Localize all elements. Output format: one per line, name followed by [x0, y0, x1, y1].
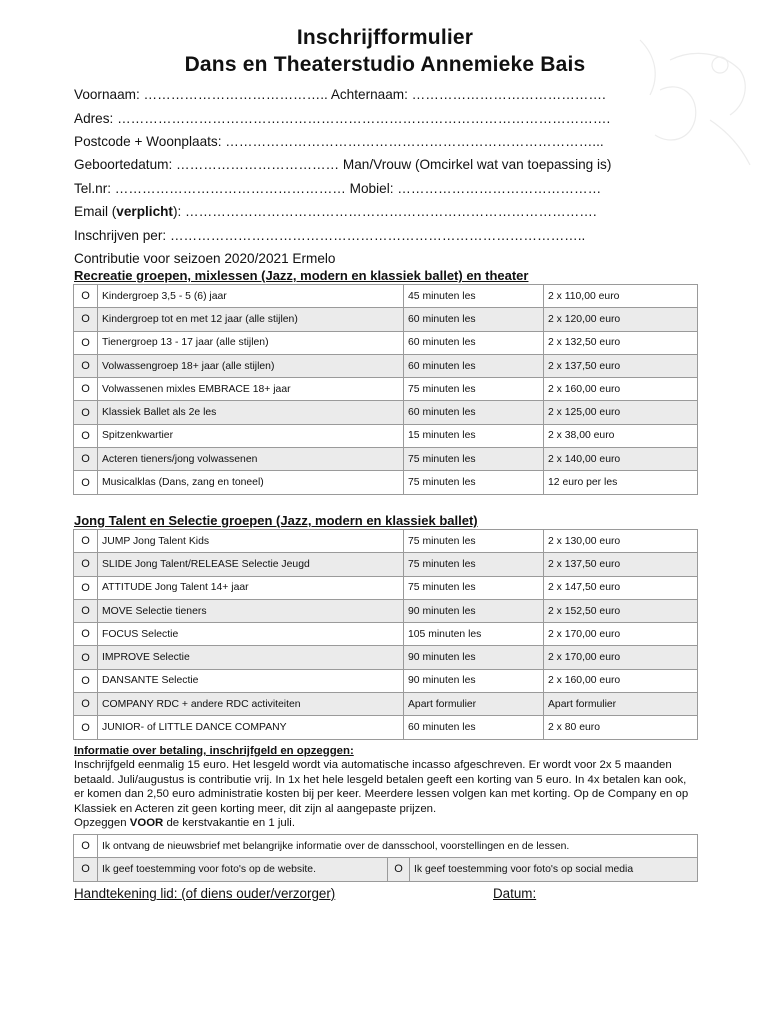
table-row[interactable] — [74, 354, 698, 377]
table-row[interactable] — [74, 331, 698, 354]
option-checkbox[interactable]: O — [74, 354, 98, 377]
option-checkbox[interactable]: O — [74, 471, 98, 494]
payment-info — [74, 744, 698, 830]
selectie-table — [73, 529, 698, 740]
email-dots: ): ………………………………………………………………………………. — [172, 204, 597, 219]
class-price: 2 x 152,50 euro — [544, 599, 698, 622]
studio-name: Dans en Theaterstudio Annemieke Bais — [184, 53, 586, 76]
option-checkbox[interactable]: O — [74, 448, 98, 471]
class-duration: 75 minuten les — [404, 378, 544, 401]
table-row[interactable] — [74, 623, 698, 646]
class-name: FOCUS Selectie — [98, 623, 404, 646]
class-price: 2 x 132,50 euro — [544, 331, 698, 354]
option-checkbox[interactable]: O — [74, 576, 98, 599]
geboortedatum-field[interactable]: Geboortedatum: ……………………………… Man/Vrouw (Omcirkel wat van toepassing is) — [74, 157, 612, 172]
email-field[interactable] — [74, 204, 640, 219]
class-name: MOVE Selectie tieners — [98, 599, 404, 622]
voornaam-field[interactable]: Voornaam: ………………………………….. Achternaam: ……………………………………. — [74, 87, 606, 102]
class-price: 2 x 80 euro — [544, 716, 698, 739]
option-checkbox[interactable]: O — [74, 308, 98, 331]
table-row[interactable] — [74, 308, 698, 331]
table-row[interactable] — [74, 669, 698, 692]
class-price: 2 x 140,00 euro — [544, 448, 698, 471]
option-checkbox[interactable]: O — [74, 553, 98, 576]
option-checkbox[interactable]: O — [74, 669, 98, 692]
opzeggen-line — [74, 816, 698, 830]
signature-label[interactable]: Handtekening lid: (of diens ouder/verzorger) — [74, 886, 336, 901]
newsletter-label: Ik ontvang de nieuwsbrief met belangrijke informatie over de dansschool, voorstellingen en de lessen. — [98, 835, 698, 858]
table-row[interactable] — [74, 553, 698, 576]
class-name: IMPROVE Selectie — [98, 646, 404, 669]
class-duration: 75 minuten les — [404, 553, 544, 576]
class-name: JUNIOR- of LITTLE DANCE COMPANY — [98, 716, 404, 739]
class-price: 2 x 120,00 euro — [544, 308, 698, 331]
class-price: 2 x 137,50 euro — [544, 553, 698, 576]
option-checkbox[interactable]: O — [74, 331, 98, 354]
recreatie-table — [73, 284, 698, 495]
class-name: DANSANTE Selectie — [98, 669, 404, 692]
class-duration: 90 minuten les — [404, 646, 544, 669]
table-row[interactable] — [74, 599, 698, 622]
class-name: JUMP Jong Talent Kids — [98, 530, 404, 553]
class-name: Volwassengroep 18+ jaar (alle stijlen) — [98, 354, 404, 377]
option-checkbox[interactable]: O — [74, 401, 98, 424]
opzeggen-bold: VOOR — [129, 817, 164, 830]
table-row[interactable] — [74, 471, 698, 494]
class-name: Kindergroep tot en met 12 jaar (alle stijlen) — [98, 308, 404, 331]
consent-table — [73, 834, 698, 882]
telnr-field[interactable]: Tel.nr: …………………………………………… Mobiel: ……………………………………… — [74, 181, 602, 196]
class-duration: 90 minuten les — [404, 599, 544, 622]
class-duration: 60 minuten les — [404, 354, 544, 377]
class-duration: 60 minuten les — [404, 716, 544, 739]
class-duration: Apart formulier — [404, 693, 544, 716]
table-row[interactable] — [74, 401, 698, 424]
payment-info-body: Inschrijfgeld eenmalig 15 euro. Het lesgeld wordt via automatische incasso afgeschreven. Er wordt voor 2x 5 maanden betaald. Juli/augustus is contributie vrij. In 1x het hele lesgeld betalen geeft een korting van 5 euro. In 4x betalen kan ook, er komen dan 2,50 euro administratie kosten bij per keer. Meerdere lessen volgen kan met korting. Op de Company en op Klassiek en Acteren zit geen korting meer, dit zijn al aangepaste prijzen. — [74, 759, 689, 815]
class-name: Musicalklas (Dans, zang en toneel) — [98, 471, 404, 494]
class-name: Klassiek Ballet als 2e les — [98, 401, 404, 424]
section1-heading: Recreatie groepen, mixlessen (Jazz, modern en klassiek ballet) en theater — [74, 268, 529, 283]
adres-field[interactable]: Adres: ………………………………………………………………………………………………. — [74, 111, 611, 126]
class-duration: 75 minuten les — [404, 530, 544, 553]
website-photo-label: Ik geef toestemming voor foto's op de website. — [98, 858, 388, 881]
section2-heading: Jong Talent en Selectie groepen (Jazz, modern en klassiek ballet) — [74, 513, 478, 528]
class-duration: 75 minuten les — [404, 576, 544, 599]
class-name: SLIDE Jong Talent/RELEASE Selectie Jeugd — [98, 553, 404, 576]
option-checkbox[interactable]: O — [74, 530, 98, 553]
table-row[interactable] — [74, 646, 698, 669]
option-checkbox[interactable]: O — [74, 285, 98, 308]
class-price: 2 x 137,50 euro — [544, 354, 698, 377]
class-name: COMPANY RDC + andere RDC activiteiten — [98, 693, 404, 716]
email-required-label: verplicht — [116, 204, 173, 219]
class-name: Tienergroep 13 - 17 jaar (alle stijlen) — [98, 331, 404, 354]
class-duration: 60 minuten les — [404, 401, 544, 424]
option-checkbox[interactable]: O — [74, 599, 98, 622]
class-price: 2 x 38,00 euro — [544, 424, 698, 447]
table-row[interactable] — [74, 378, 698, 401]
class-duration: 15 minuten les — [404, 424, 544, 447]
class-price: 2 x 130,00 euro — [544, 530, 698, 553]
class-duration: 90 minuten les — [404, 669, 544, 692]
option-checkbox[interactable]: O — [74, 646, 98, 669]
class-name: Volwassenen mixles EMBRACE 18+ jaar — [98, 378, 404, 401]
postcode-field[interactable]: Postcode + Woonplaats: ………………………………………………………………………... — [74, 134, 604, 149]
class-price: 2 x 110,00 euro — [544, 285, 698, 308]
opzeggen-prefix: Opzeggen — [74, 817, 130, 830]
option-checkbox[interactable]: O — [74, 424, 98, 447]
date-label[interactable]: Datum: — [493, 886, 537, 901]
opzeggen-suffix: de kerstvakantie en 1 juli. — [163, 817, 295, 830]
inschrijven-field[interactable]: Inschrijven per: ……………………………………………………………………………….. — [74, 228, 586, 243]
class-price: Apart formulier — [544, 693, 698, 716]
social-photo-label: Ik geef toestemming voor foto's op social media — [410, 858, 698, 881]
newsletter-checkbox[interactable]: O — [74, 835, 98, 858]
table-row[interactable] — [74, 285, 698, 308]
option-checkbox[interactable]: O — [74, 378, 98, 401]
form-title: Inschrijfformulier — [296, 26, 474, 49]
payment-info-heading: Informatie over betaling, inschrijfgeld en opzeggen: — [74, 745, 354, 757]
class-duration: 60 minuten les — [404, 331, 544, 354]
contributie-label: Contributie voor seizoen 2020/2021 Ermelo — [74, 251, 336, 266]
class-name: Spitzenkwartier — [98, 424, 404, 447]
class-name: Acteren tieners/jong volwassenen — [98, 448, 404, 471]
option-checkbox[interactable]: O — [74, 693, 98, 716]
table-row[interactable] — [74, 576, 698, 599]
table-row[interactable] — [74, 448, 698, 471]
website-photo-checkbox[interactable]: O — [74, 858, 98, 881]
class-price: 2 x 160,00 euro — [544, 378, 698, 401]
class-name: Kindergroep 3,5 - 5 (6) jaar — [98, 285, 404, 308]
class-name: ATTITUDE Jong Talent 14+ jaar — [98, 576, 404, 599]
social-photo-checkbox[interactable]: O — [388, 858, 410, 881]
class-duration: 60 minuten les — [404, 308, 544, 331]
class-price: 12 euro per les — [544, 471, 698, 494]
table-row[interactable] — [74, 693, 698, 716]
option-checkbox[interactable]: O — [74, 716, 98, 739]
class-duration: 105 minuten les — [404, 623, 544, 646]
class-duration: 75 minuten les — [404, 448, 544, 471]
class-price: 2 x 170,00 euro — [544, 623, 698, 646]
class-price: 2 x 160,00 euro — [544, 669, 698, 692]
class-duration: 75 minuten les — [404, 471, 544, 494]
class-price: 2 x 147,50 euro — [544, 576, 698, 599]
email-label: Email ( — [74, 204, 117, 219]
table-row[interactable] — [74, 716, 698, 739]
class-duration: 45 minuten les — [404, 285, 544, 308]
option-checkbox[interactable]: O — [74, 623, 98, 646]
class-price: 2 x 125,00 euro — [544, 401, 698, 424]
class-price: 2 x 170,00 euro — [544, 646, 698, 669]
table-row[interactable] — [74, 530, 698, 553]
table-row[interactable] — [74, 424, 698, 447]
